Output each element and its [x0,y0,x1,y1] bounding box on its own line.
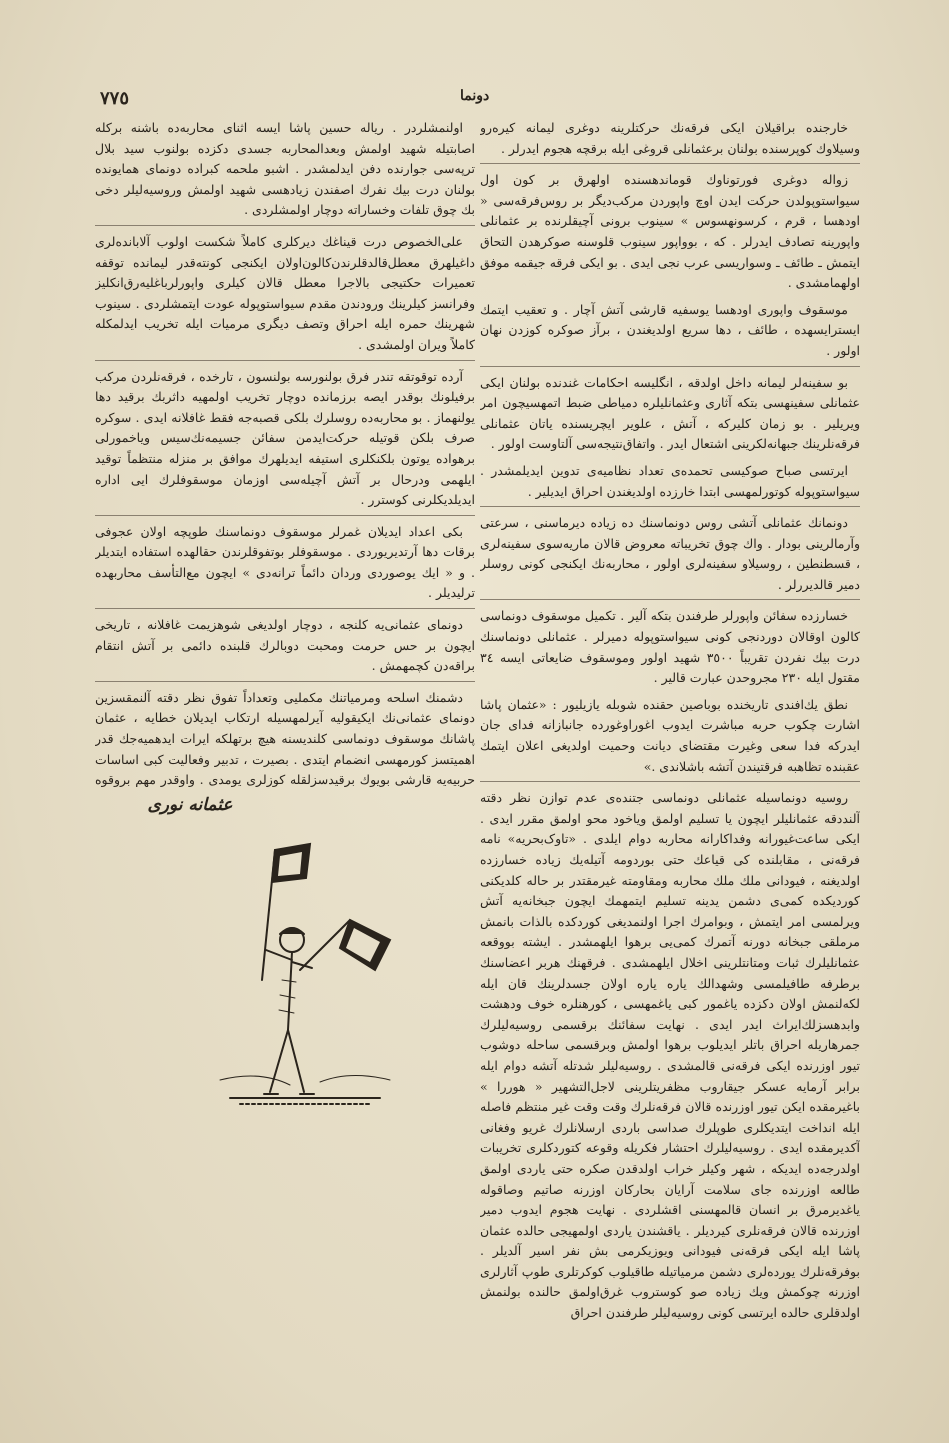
sailor-with-signal-flags-icon [200,830,410,1120]
paragraph: بو سفینه‌لر لیمانه داخل اولدقه ، انگلیسه احکامات غندنده بولنان ایکی عثمانلی سفینهسی بتکه آثاری وعثمانلیلره دمیاطی ضبط اتمهسیچون امر ویریلیر . بو زمان کلیرکه ، آتش ، علویر ایچریسنده یاتان عثمانلی فرقه‌نلرینك جبهانه‌لکرینی اشتعال ایدر . واتفاق‌نتیجه‌سی آلتاوست اولور . [480,374,860,452]
paragraph: خسارزده سفائن واپورلر طرفندن بتکه آلیر . تکمیل موسقوف دونماسی کالون اوقالان دوردنجی کونی سیواستوپوله دمیرلر . عثمانلی دونماسنك درت بیك نفردن تقریباً ٣٥٠٠ شهید اولور وموسقوف ضایعاتی ایسه ٣٤ مقتول ایله ٢٣٠ مجروحدن عبارت قالیر . [480,608,860,686]
paragraph: موسقوف واپوری اودهسا یوسفیه قارشی آتش آچار . و تعقیب ایتمك ایسترایسهده ، طائف ، دها سریع اولدیغندن ، برآز صوکره کوزدن نهان اولور . [480,300,860,367]
paragraph: دشمنك اسلحه ومرمیاتنك مکملیی وتعداداً تفوق نظر دقته آلنمقسزین دونمای عثمانی‌نك ایکیقولیه آیرلمهسیله ارتکاب ایدیلان خطایه ، عثمان پاشانك موسقوف دونماسی کلندیسنه هیچ برتهلکه ایرات ایدهمیه‌جك قدر اهمیتسز کورمهسی انضمام ایتدی . بصیرت ، تدبیر وفعالیت کبی اساسات حربیه‌یه قارشی بویوك برقیدسزلقله کوزلری یومدی . واوقدر مهم بروقوه [95,689,475,788]
paragraph: روسیه دونماسیله عثمانلی دونماسی جتنده‌ی عدم توازن نظر دقته آلنددقه عثمانلیلر ایچون یا تسلیم اولمق ویاخود محو اولمق مقرر ایدی . ایکی ساعت‌غیورانه وفداکارانه محاربه دوام ایلدی . «تاوک‌بحریه» نامه فرقه‌نی ، مقابلنده کی قیاعك حتی بوردومه آتیله‌یك زیاده خسارزده اولدیغنه ، فیودانی ملك ملك محاربه ومقاومته غیرمقتدر بر حاله کلدیکنی کوردیکده کمی‌ی دشمن یدینه تسلیم ایتمهمك ایچون جبخانه‌یه آتش ویرلمسی امر ایتمش ، وبوامرك اجرا اولنمدیغی کوردکده بالذات بانمش مرملقی جبخانه دورنه آتمرك کمی‌یی برهوا ایلهمشدر . ایشته بووقعه عثمانلیلرك ثبات ومتانتلرینی اخلال ایلهمشدی . فرقهنك هربر اعضاسنك برطرفه طافیلمسی وشهدالك یاره یاره اولان جسدلرینك قان ایله لکه‌لنمش اولان دکزده یاغمور کبی یاغمهسی ، کورهنلره خوف ودهشت وابدهسزلك‌ایراث ایدر ایدی . نهایت سفائنك برقسمی روسیه‌لیلرك جمرهاریله احراق باتلر ایدیلوب برهوا اولمش وبرقسمی ساحله دوشوب تیور اوزرنده ایکی فرقه‌نی قالمشدی . روسیه‌لیلر شدتله آتشه دوام ایله برابر آرمایه عسکر جیقاروب مظفریتلرینی لاجل‌التشهیر « هوررا » باغیرمقده ایکن تیور اوزرنده قالان فرقه‌نلرك وقت وقت غیر منتظم فاصله ایله انداخت ایتدیکلری طوپلرك صداسی باردی ارسلانلرك غریو وفغانی آکدیرمقده ایدی . روسیه‌لیلرك احتشار فکریله وقوعه کتوردکلری تخریبات اولدرجه‌ده ایدیکه ، شهر وکیلر خراب اولدقدن صکره حتی یاردی اولمق طالعه اوزرنده جای سلامت آرایان بحارکان اوزرنه صاتیم وصاقوله یاغدیرمرق بر انسان قالمهسنی اقشلردی . نهایت هجوم ایدوب دمیر اوزرنده قالان فرقه‌نلری کیردیلر . یاقشندن یاردی اولمهیجی حالده عثمان پاشا ایله ایکی فرقه‌نی فیودانی ویوزیکرمی بش نفر اسیر آلدیلر . بوفرقه‌نلرك یورده‌لری دشمن مرمیاتیله طاقیلوب کوکرتلری طوپ آثارلری اوزرنه چوکمش ویك زیاده صو کوستروب غرق‌اولمق حالنده بولنمش اولدقلری حالده ایرتسی کونی روسیه‌لیلر طرفندن احراق [480,790,860,1321]
page-header [0,88,949,112]
paragraph: زواله دوغری فورتوناوك قوماندهسنده اولهرق بر کون اول سیواستوپولدن حرکت ایدن اوچ واپوردن مرکب‌دیگر بر روس‌فرقه‌سی « اودهسا ، قرم ، کرسونهسوس » سینوب برونی آچیقلرنده بر عثمانلی واپورینه تصادف ایدرلر . که ، بوواپور سینوب قلوسنه صوکرهدن التحاق ایتمش ـ طائف ـ وسواریسی عرب نجی ایدی . بو ایکی فرقه جیقمه موفق اولهمامشدی . [480,172,860,291]
paragraph: بکی اعداد ایدیلان غمرلر موسقوف دونماسنك طوپچه اولان عجوفی برقات دها آرتدیریوردی . موسقوفلر بوتفوقلرندن حقالهده استفاده ایتدیلر . و « ایك یوصوردی وردان دائماً ترانه‌دی » ایچون مع‌التأسف محاربهده ترلیدیلر . [95,522,475,609]
paragraph: خارجنده براقیلان ایکی فرقه‌نك حرکتلرینه دوغری لیمانه کیره‌رو وسیلاوك کوپرسنده بولنان برعثمانلی قروغی ایله برقچه هجوم ایدرلر . [480,118,860,164]
running-title: دونما [460,88,490,104]
author-signature: عثمانه نوری [147,795,233,815]
paragraph: آرده توقوتقه تندر فرق بولنورسه بولنسون ، تارخده ، فرقه‌نلردن مرکب برفیلونك بوقدر ایصه برزمانده دوچار تخریب اولمهیه داثربك برقید دها یولنهماز . بو محاربه‌ده روسلرك بلکی قصبه‌جه فقط غافلانه ایدی . سوکره صرف بلکن قوتیله حرکت‌ایدمن سفائن جسیمه‌نك‌سیس ویاخمورلی برهواده یوتون بلکنکلری استیفه ایدیلهرك موافق بر منزله منتظماً توقید ایلهمی ودرحال بر آتش آچیله‌سی اوزمان موسقوفلرك ایی اداره ایدیلدیکلرنی کوسترر . [95,367,475,516]
paragraph: اولنمشلردر . ریاله حسین پاشا ایسه اثنای محاربه‌ده باشنه برکله اصابتیله شهید اولمش وبعدالمحاربه جسدی دکزده بولنوب سید بلال ترپه‌سی جوارنده دفن ایدلمشدر . اشبو ملحمه کبراده دونمای همایونده بولنان درت بیك نفرك اصفندن زیادهسی شهید اولمش وروسیه‌لیلر دخی بك چوق تلفات وخساراته دوچار اولمشلردی . [95,118,475,226]
right-column [480,118,860,1418]
left-column [95,118,475,788]
sailor-illustration [200,830,410,1120]
paragraph: ایرتسی صباح صوکیسی تحمده‌ی تعداد نظامیه‌ی تدوین ایدیلمشدر . سیواستوپوله کوتورلمهسی ابتدا خارزده اولدیغندن احراق ایدیلیر . [480,461,860,507]
page-number: ٧٧٥ [100,88,130,109]
paragraph: نطق یك‌افندی تاریخنده بوباصین حقنده شوبله یازیلیور : «عثمان پاشا اشارت چکوب حربه مباشرت ایدوب اغوراوغورده جانبازانه فدای جان ایدرکه فدا سعی وغیرت مقتضای دیانت وحمیت اولدیغی اعلان ایتمك عقبنده تظاهبه فرقتیندن آتشه باشلاندی .» [480,695,860,782]
paragraph: علی‌الخصوص درت قیناغك دیرکلری کاملاً شکست اولوب آلابانده‌لری داغیلهرق معطل‌قالدقلرندن‌کالون‌اولان ایکنجی کونته‌قدر لیمانده توقفه تعمیرات حکتیجی بالاجرا معطل قالان کیلری واپورلرباغلیه‌رق‌انکلیز وفرانسز کیلرینك ورودندن مقدم سیواستوپوله عودت ایتمشلردی . سینوب شهرینك حمره ایله احراق وتصف دیگری مرمیات ایله تخریب ایدلمکله کاملاً ویران اولمشدی . [95,232,475,361]
paragraph: دونمانك عثمانلی آتشی روس دونماسنك ده زیاده دیرماسنی ، سرعتی وآرمالرینی بودار . واك چوق تخریباته معروض قالان ماریه‌سوی سفینه‌لری ، قسطنطین ، روسیلاو سفینه‌لری اولور ، محاربه‌نك ایکنجی کونی روسلر دمیر قالدیررلر . [480,513,860,600]
paragraph: دونمای عثمانی‌یه کلنجه ، دوچار اولدیغی شوهزیمت غافلانه ، تاریخی ایچون بر حس حرمت ومحبت دوبالرك قلبنده دائمی بر آتش انتقام براقه‌دن کچمهمش . [95,615,475,682]
